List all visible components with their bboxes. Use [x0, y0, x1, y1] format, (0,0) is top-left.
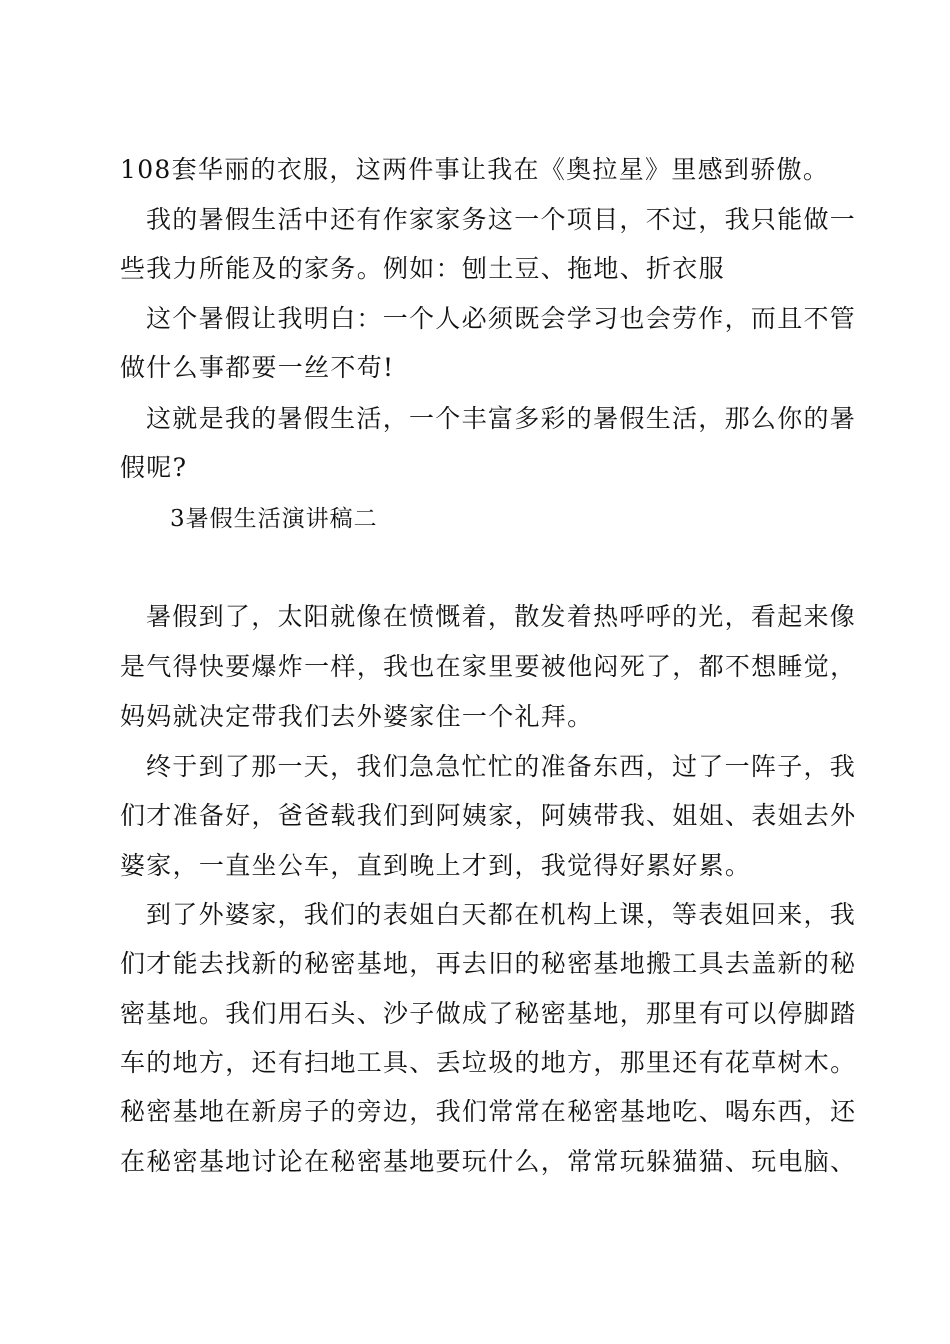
text-line: 这就是我的暑假生活，一个丰富多彩的暑假生活，那么你的暑	[146, 404, 857, 433]
text-line: 些我力所能及的家务。例如：刨土豆、拖地、折衣服	[120, 254, 725, 283]
text-line: 这个暑假让我明白：一个人必须既会学习也会劳作，而且不管	[146, 304, 857, 333]
text-line: 在秘密基地讨论在秘密基地要玩什么，常常玩躲猫猫、玩电脑、	[120, 1147, 857, 1176]
text-line: 做什么事都要一丝不苟!	[120, 353, 395, 382]
text-line: 婆家，一直坐公车，直到晚上才到，我觉得好累好累。	[120, 851, 752, 880]
text-line: 我的暑假生活中还有作家家务这一个项目，不过，我只能做一	[146, 205, 857, 234]
text-line: 秘密基地在新房子的旁边，我们常常在秘密基地吃、喝东西，还	[120, 1097, 857, 1126]
text-line: 108套华丽的衣服，这两件事让我在《奥拉星》里感到骄傲。	[120, 155, 830, 184]
text-line: 暑假到了，太阳就像在愤慨着，散发着热呼呼的光，看起来像	[146, 602, 857, 631]
text-line: 假呢?	[120, 453, 188, 482]
text-line: 们才能去找新的秘密基地，再去旧的秘密基地搬工具去盖新的秘	[120, 949, 857, 978]
text-line: 妈妈就决定带我们去外婆家住一个礼拜。	[120, 702, 594, 731]
text-line: 们才准备好，爸爸载我们到阿姨家，阿姨带我、姐姐、表姐去外	[120, 801, 857, 830]
text-line: 是气得快要爆炸一样，我也在家里要被他闷死了，都不想睡觉，	[120, 652, 857, 681]
section-heading: 3暑假生活演讲稿二	[170, 506, 378, 532]
text-line: 到了外婆家，我们的表姐白天都在机构上课，等表姐回来，我	[146, 900, 857, 929]
text-line: 车的地方，还有扫地工具、丢垃圾的地方，那里还有花草树木。	[120, 1048, 857, 1077]
text-line: 终于到了那一天，我们急急忙忙的准备东西，过了一阵子，我	[146, 752, 857, 781]
text-line: 密基地。我们用石头、沙子做成了秘密基地，那里有可以停脚踏	[120, 999, 857, 1028]
